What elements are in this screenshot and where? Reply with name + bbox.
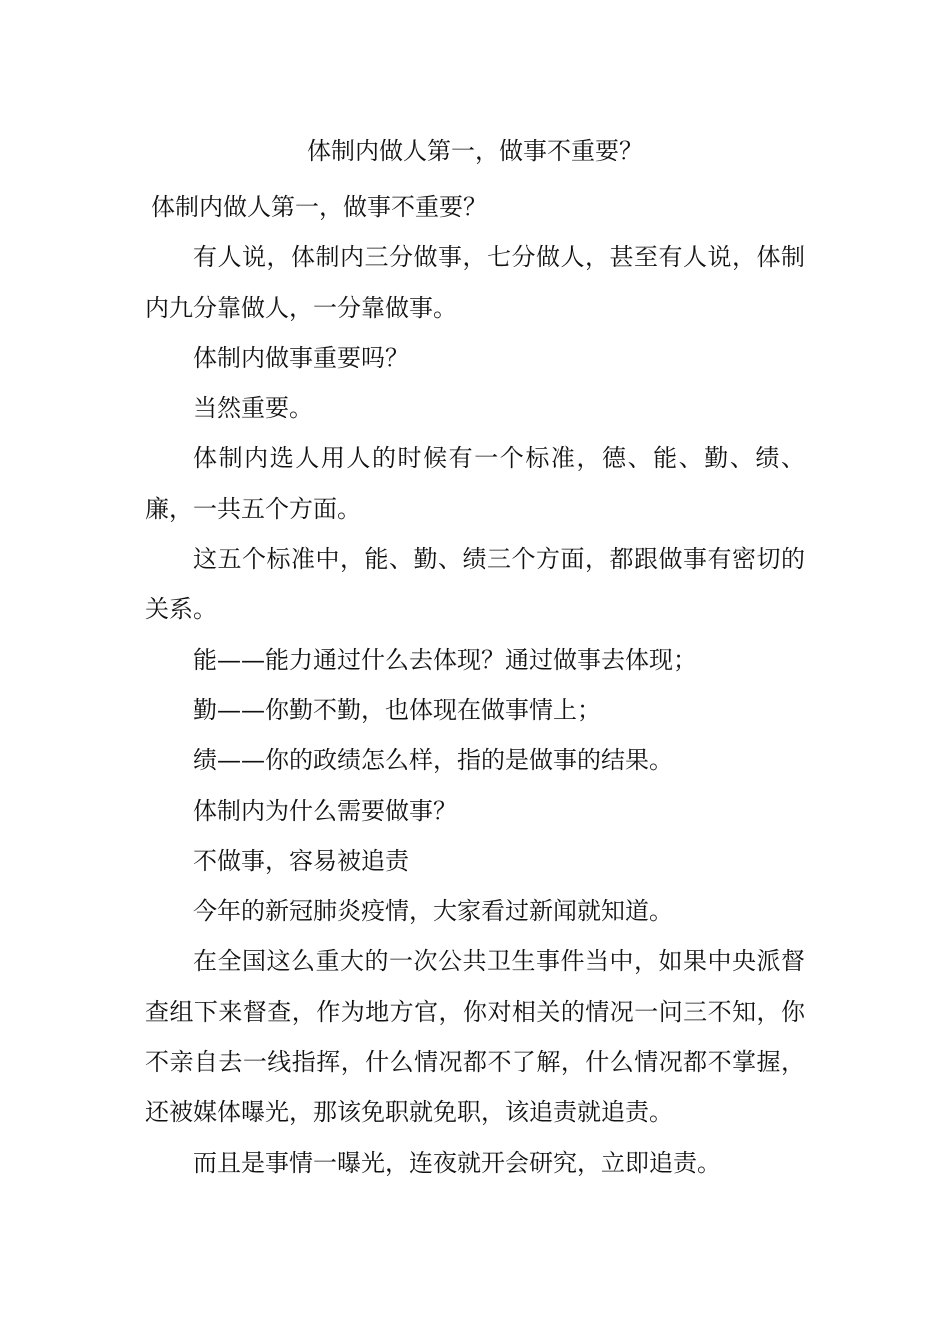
paragraph: 而且是事情一曝光，连夜就开会研究，立即追责。: [193, 1148, 721, 1177]
paragraph: 今年的新冠肺炎疫情，大家看过新闻就知道。: [193, 897, 673, 926]
document-body: [145, 182, 805, 1188]
paragraph: 有人说，体制内三分做事，七分做人，甚至有人说，体制内九分靠做人，一分靠做事。: [145, 243, 805, 322]
paragraph: 能——能力通过什么去体现？通过做事去体现；: [193, 645, 697, 674]
paragraph: 不做事，容易被追责: [193, 846, 409, 875]
paragraph-subtitle: 体制内做人第一，做事不重要？: [151, 193, 487, 221]
paragraph: 体制内为什么需要做事？: [193, 796, 457, 825]
paragraph: 体制内选人用人的时候有一个标准，德、能、勤、绩、廉，一共五个方面。: [145, 444, 805, 523]
paragraph: 这五个标准中，能、勤、绩三个方面，都跟做事有密切的关系。: [145, 545, 805, 624]
paragraph: 体制内做事重要吗？: [193, 343, 409, 372]
paragraph: 绩——你的政绩怎么样，指的是做事的结果。: [193, 746, 673, 775]
paragraph: 勤——你勤不勤，也体现在做事情上；: [193, 695, 601, 724]
document-title: 体制内做人第一，做事不重要？: [307, 137, 643, 165]
paragraph: 在全国这么重大的一次公共卫生事件当中，如果中央派督查组下来督查，作为地方官，你对相关的情况一问三不知，你不亲自去一线指挥，什么情况都不了解，什么情况都不掌握，还被媒体曝光，那该免职就免职，该追责就追责。: [145, 947, 805, 1127]
paragraph: 当然重要。: [193, 394, 313, 423]
